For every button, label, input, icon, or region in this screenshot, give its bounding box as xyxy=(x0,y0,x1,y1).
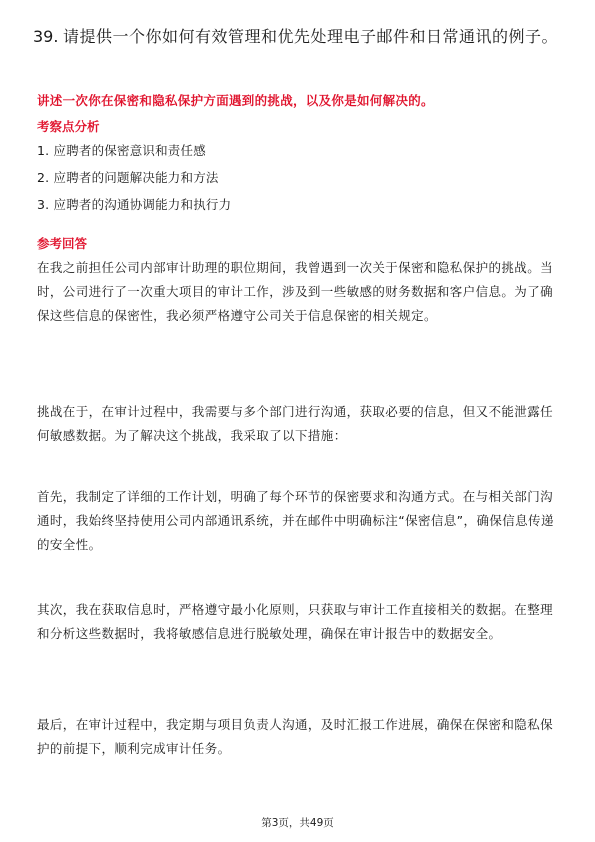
analysis-item: 1. 应聘者的保密意识和责任感 xyxy=(37,143,206,158)
answer-paragraph: 首先，我制定了详细的工作计划，明确了每个环节的保密要求和沟通方式。在与相关部门沟通时，我始终坚持使用公司内部通讯系统，并在邮件中明确标注“保密信息”，确保信息传递的安全性。 xyxy=(37,489,554,552)
answer-paragraph: 在我之前担任公司内部审计助理的职位期间，我曾遇到一次关于保密和隐私保护的挑战。当时，公司进行了一次重大项目的审计工作，涉及到一些敏感的财务数据和客户信息。为了确保这些信息的保密性，我必须严格遵守公司关于信息保密的相关规定。 xyxy=(37,260,554,323)
answer-paragraph: 挑战在于，在审计过程中，我需要与多个部门进行沟通，获取必要的信息，但又不能泄露任何敏感数据。为了解决这个挑战，我采取了以下措施： xyxy=(37,404,554,443)
page-number: 第3页，共49页 xyxy=(261,817,334,829)
answer-paragraph: 其次，我在获取信息时，严格遵守最小化原则，只获取与审计工作直接相关的数据。在整理和分析这些数据时，我将敏感信息进行脱敏处理，确保在审计报告中的数据安全。 xyxy=(37,602,554,641)
sub-question: 讲述一次你在保密和隐私保护方面遇到的挑战，以及你是如何解决的。 xyxy=(37,93,434,108)
analysis-item: 2. 应聘者的问题解决能力和方法 xyxy=(37,170,219,185)
analysis-heading: 考察点分析 xyxy=(37,119,100,134)
answer-paragraph: 最后，在审计过程中，我定期与项目负责人沟通，及时汇报工作进展，确保在保密和隐私保护的前提下，顺利完成审计任务。 xyxy=(37,717,554,756)
question-text: 请提供一个你如何有效管理和优先处理电子邮件和日常通讯的例子。 xyxy=(63,27,559,46)
reference-heading: 参考回答 xyxy=(37,236,88,251)
question-number: 39. xyxy=(33,27,59,46)
question-title xyxy=(33,24,563,49)
analysis-item: 3. 应聘者的沟通协调能力和执行力 xyxy=(37,197,232,212)
analysis-list xyxy=(37,143,231,224)
